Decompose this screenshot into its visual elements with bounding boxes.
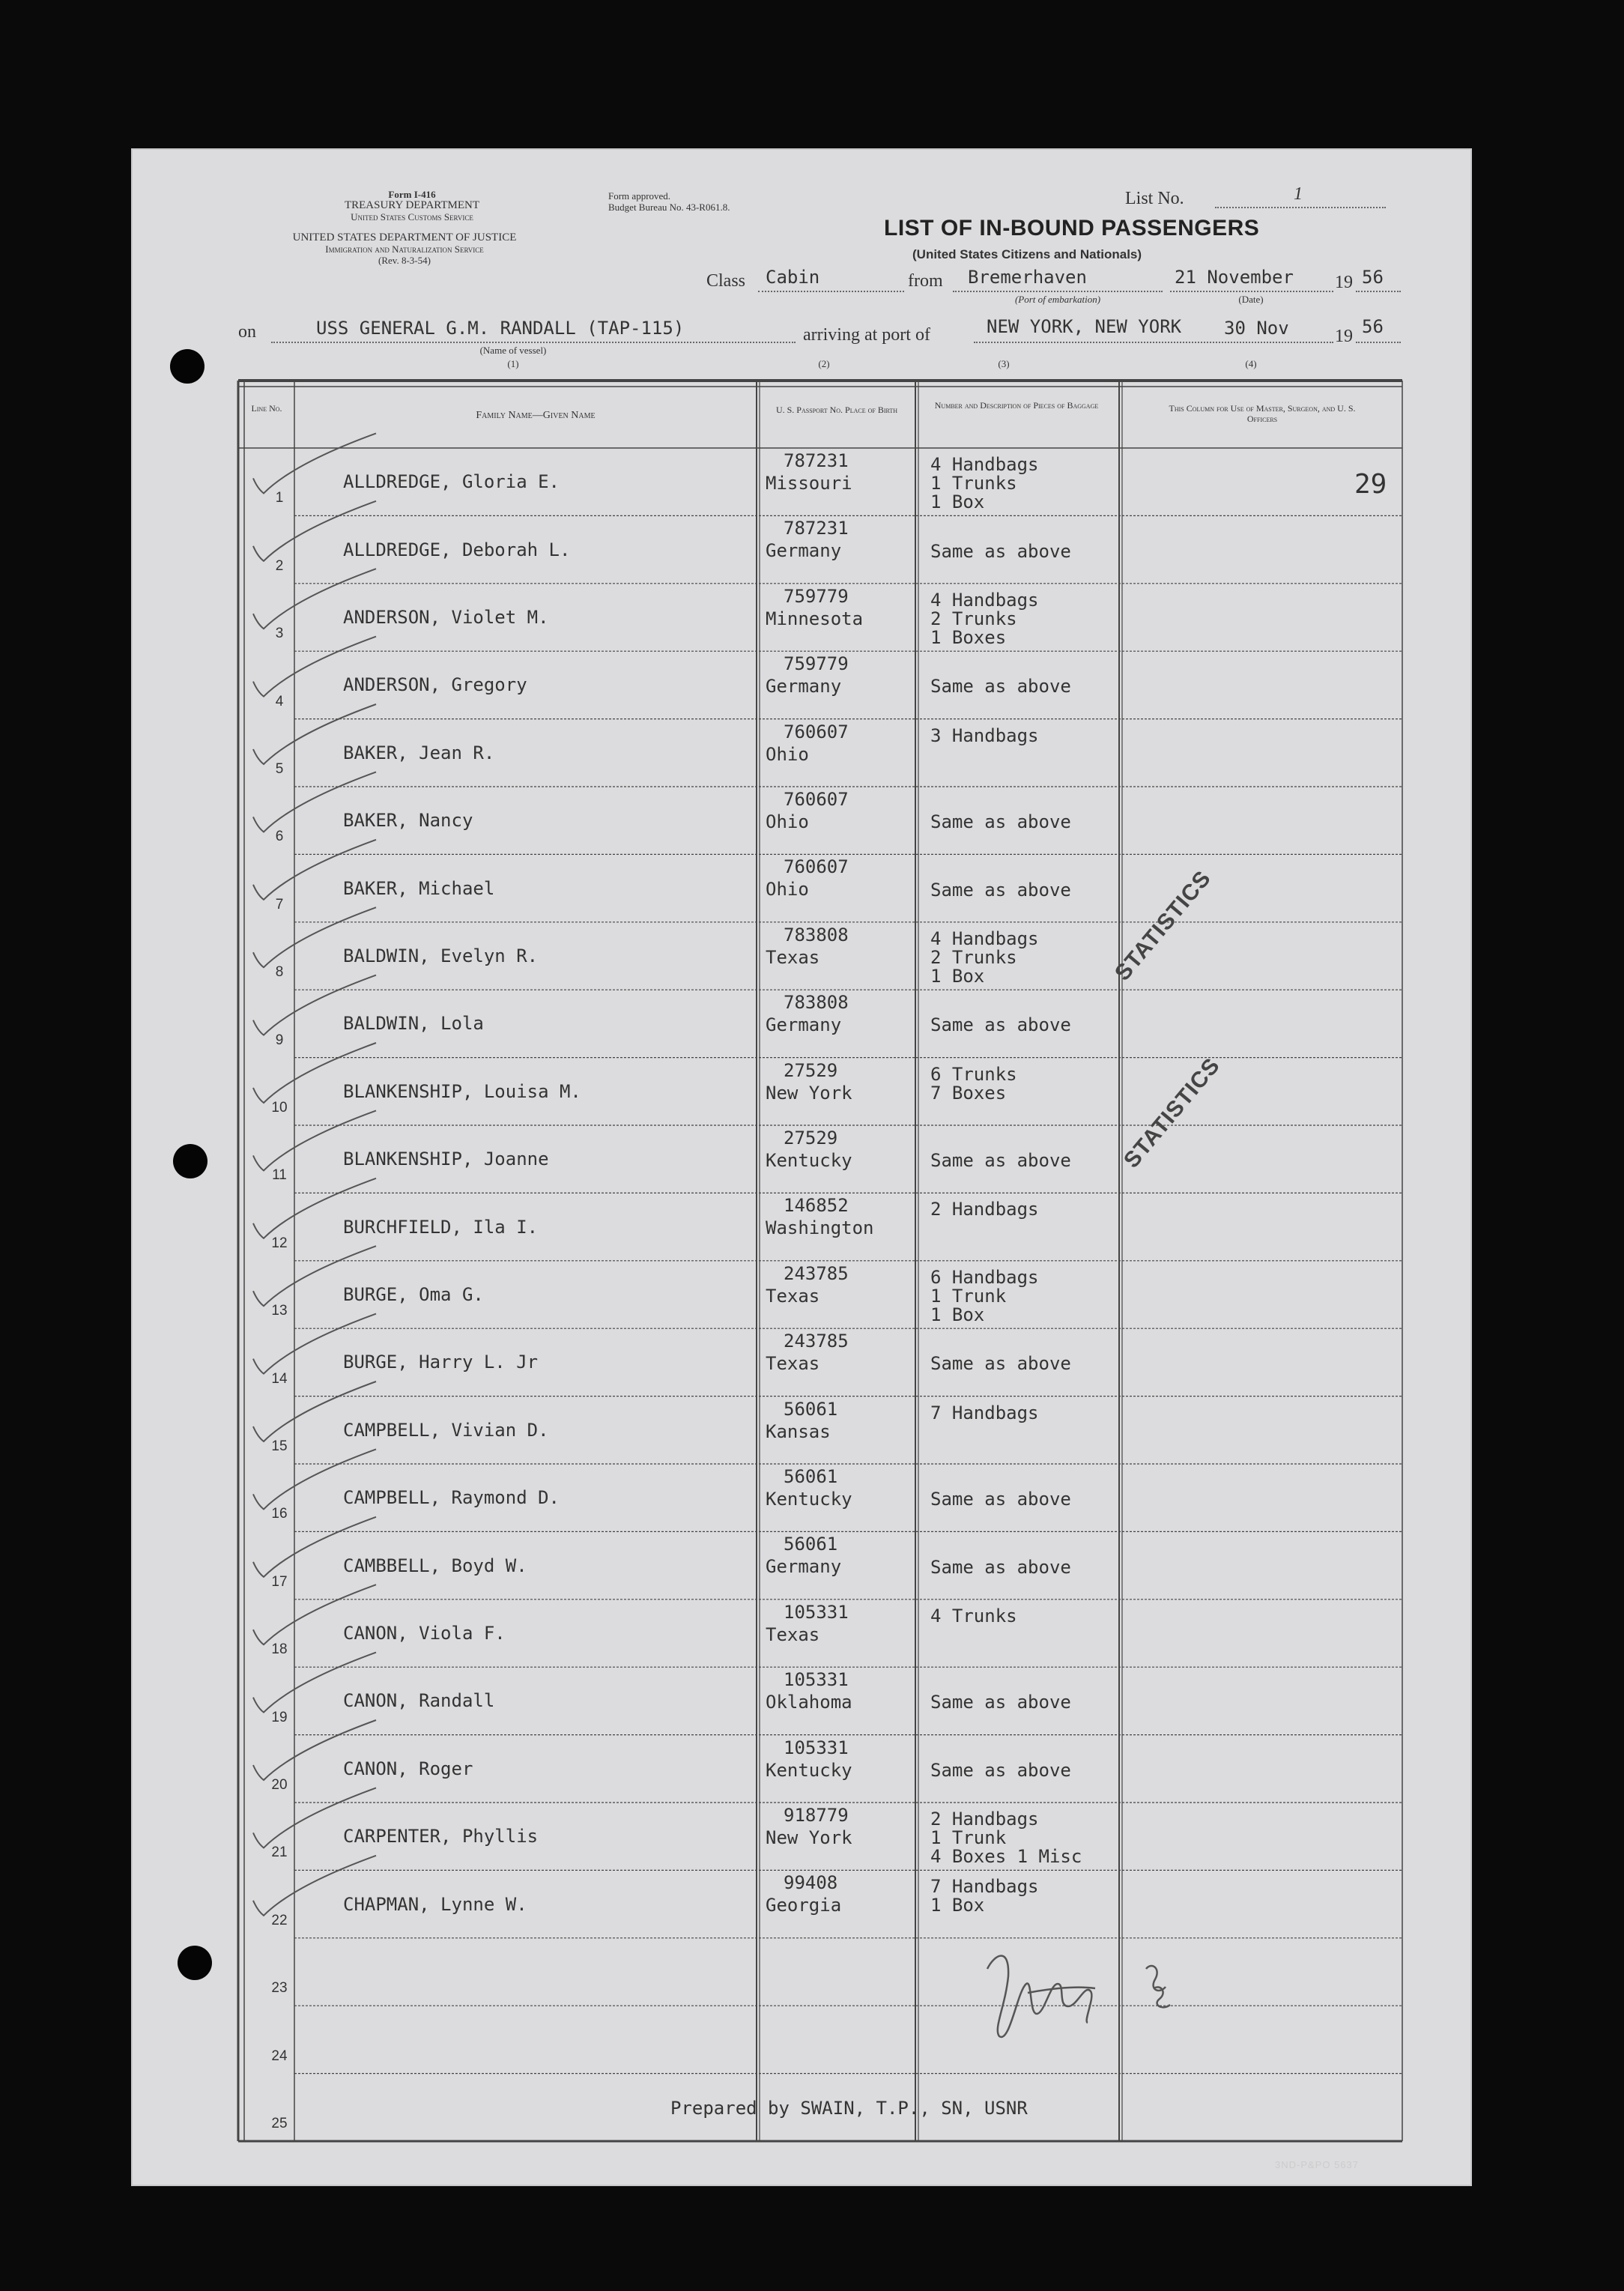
baggage-item: Same as above [930,1489,1071,1510]
baggage-item: 1 Trunk [930,1827,1007,1848]
passport-number: 56061 [784,1398,838,1420]
baggage-item: 3 Handbags [930,724,1039,746]
place-of-birth: Kansas [766,1420,831,1442]
treasury-dept: TREASURY DEPARTMENT [344,199,480,211]
arriving-label: arriving at port of [803,325,930,345]
baggage-item: Same as above [930,1014,1071,1036]
passport-cell [766,1127,852,1172]
passport-number: 243785 [784,1331,849,1352]
passport-number: 760607 [784,856,849,878]
place-of-birth: Texas [766,946,820,968]
line-number: 5 [275,761,284,777]
baggage-item: 1 Box [930,1304,985,1325]
year-prefix-2: 19 [1335,327,1353,346]
line-number: 14 [271,1370,288,1387]
baggage-cell [930,1693,1071,1712]
line-number: 21 [271,1844,288,1861]
passport-cell [766,1194,874,1239]
departure-year: 56 [1362,267,1384,288]
baggage-cell [930,677,1071,696]
baggage-item: Same as above [930,1150,1071,1172]
passport-number: 918779 [784,1805,849,1826]
place-of-birth: Germany [766,1556,842,1578]
passport-number: 783808 [784,924,849,945]
from-label: from [908,271,943,291]
passport-cell [766,1059,852,1104]
arrival-date: 30 Nov [1224,318,1289,339]
passport-cell [766,1533,841,1578]
baggage-item: Same as above [930,811,1071,833]
passenger-name: BLANKENSHIP, Louisa M. [343,1080,581,1102]
embarkation-caption: (Port of embarkation) [1014,294,1101,305]
passenger-name: BLANKENSHIP, Joanne [343,1148,549,1170]
line-number: 8 [275,964,284,981]
year-prefix-1: 19 [1335,273,1353,292]
col4-caption: (4) [1245,358,1257,369]
line-number: 23 [271,1980,288,1997]
place-of-birth: Ohio [766,879,809,901]
passport-cell [766,1804,852,1849]
baggage-item: 1 Box [930,491,985,512]
passport-cell [766,585,863,630]
list-no-value: 1 [1294,184,1303,204]
baggage-item: 4 Boxes 1 Misc [930,1846,1082,1867]
passenger-name: ALLDREDGE, Deborah L. [343,539,571,560]
baggage-item: Same as above [930,1353,1071,1375]
col-header-line: Line No. [251,403,282,414]
baggage-item: Same as above [930,1692,1071,1713]
place-of-birth: Washington [766,1217,874,1239]
passport-number: 105331 [784,1601,849,1623]
line-number: 15 [271,1438,288,1454]
baggage-item: 7 Boxes [930,1082,1007,1104]
passenger-name: BALDWIN, Lola [343,1013,484,1035]
place-of-birth: Minnesota [766,608,864,629]
line-number: 6 [275,829,284,845]
place-of-birth: Missouri [766,473,852,494]
passport-cell [766,991,849,1036]
passenger-name: ANDERSON, Gregory [343,674,527,696]
place-of-birth: New York [766,1827,852,1848]
baggage-item: 4 Trunks [930,1605,1017,1626]
passenger-name: BAKER, Michael [343,877,495,899]
place-of-birth: Kentucky [766,1759,852,1781]
form-number: Form I-416 [388,189,436,200]
baggage-cell [930,1404,1039,1423]
passport-number: 760607 [784,721,849,742]
place-of-birth: Oklahoma [766,1692,852,1713]
passport-number: 56061 [784,1534,838,1555]
baggage-item: 1 Trunks [930,473,1017,494]
date-caption: (Date) [1238,294,1264,305]
passport-cell [766,924,849,969]
baggage-cell [930,1268,1039,1325]
line-number: 10 [271,1100,288,1116]
passenger-name: CARPENTER, Phyllis [343,1826,539,1847]
vessel-caption: (Name of vessel) [479,345,547,356]
baggage-item: Same as above [930,540,1071,562]
baggage-cell [930,1761,1071,1780]
baggage-cell [930,1558,1071,1577]
place-of-birth: Kentucky [766,1150,852,1171]
statistics-stamp-1: STATISTICS [1109,865,1217,986]
baggage-cell [930,1490,1071,1509]
line-number: 22 [271,1912,288,1928]
place-of-birth: Texas [766,1623,820,1645]
line-number: 2 [275,557,284,574]
passenger-name: CANON, Randall [343,1690,495,1712]
place-of-birth: Germany [766,676,842,697]
place-of-birth: Texas [766,1353,820,1375]
line-number: 19 [271,1709,288,1725]
baggage-cell [930,927,1039,987]
baggage-cell [930,1810,1082,1866]
statistics-stamp-2: STATISTICS [1118,1053,1225,1173]
passenger-name: CANON, Roger [343,1758,473,1779]
place-of-birth: Kentucky [766,1489,852,1510]
passenger-name: BAKER, Nancy [343,810,473,832]
document-title: LIST OF IN-BOUND PASSENGERS [884,216,1260,240]
passport-cell [766,788,849,833]
passport-cell [766,517,849,562]
baggage-item: 7 Handbags [930,1402,1039,1423]
line-number: 17 [271,1573,288,1590]
baggage-item: Same as above [930,1556,1071,1578]
on-label: on [238,322,256,342]
passport-cell [766,1871,841,1916]
baggage-item: Same as above [930,1759,1071,1781]
baggage-item: Same as above [930,676,1071,697]
passport-number: 56061 [784,1466,838,1487]
baggage-cell [930,456,1039,512]
place-of-birth: Ohio [766,811,809,832]
passport-number: 243785 [784,1262,849,1284]
col-header-baggage: Number and Description of Pieces of Baggage [934,400,1099,411]
passenger-name: BURGE, Oma G. [343,1284,484,1305]
passport-number: 783808 [784,992,849,1014]
baggage-cell [930,1016,1071,1035]
passport-number: 760607 [784,789,849,810]
place-of-birth: Germany [766,540,842,562]
line-number: 1 [275,490,284,506]
line-number: 3 [275,626,284,642]
customs-service: United States Customs Service [351,211,473,223]
baggage-cell [930,591,1039,647]
line-number: 4 [275,693,284,709]
form-approved: Form approved. [608,190,671,202]
passport-cell [766,1262,849,1307]
passport-number: 105331 [784,1737,849,1758]
passport-cell [766,856,849,901]
col3-caption: (3) [998,358,1010,369]
passenger-name: BURGE, Harry L. Jr [343,1352,539,1373]
embarkation-port: Bremerhaven [968,267,1087,288]
baggage-item: 4 Handbags [930,927,1039,949]
vessel-name: USS GENERAL G.M. RANDALL (TAP-115) [316,318,685,339]
line-number: 20 [271,1777,288,1793]
col1-caption: (1) [507,358,519,369]
immigration-service: Immigration and Naturalization Service [325,243,484,255]
baggage-cell [930,1200,1039,1219]
passport-cell [766,450,852,494]
baggage-cell [930,1877,1039,1915]
baggage-item: 1 Box [930,965,985,987]
baggage-item: 6 Handbags [930,1266,1039,1288]
justice-dept: UNITED STATES DEPARTMENT OF JUSTICE [292,231,517,243]
baggage-item: Same as above [930,879,1071,901]
passport-cell [766,1601,849,1646]
arrival-year: 56 [1362,316,1384,337]
col-header-name: Family Name—Given Name [476,410,596,421]
line-number: 16 [271,1506,288,1522]
place-of-birth: New York [766,1082,852,1104]
col-header-officers: This Column for Use of Master, Surgeon, and U. S. Officers [1169,403,1356,424]
passenger-name: ALLDREDGE, Gloria E. [343,471,560,493]
passenger-name: CAMBBELL, Boyd W. [343,1555,527,1576]
class-label: Class [706,271,746,291]
baggage-cell [930,542,1071,561]
list-no-label: List No. [1125,189,1184,208]
place-of-birth: Germany [766,1014,842,1036]
passport-cell [766,1330,849,1375]
place-of-birth: Ohio [766,743,809,765]
line-number: 11 [272,1167,287,1184]
baggage-item: 1 Trunk [930,1285,1007,1307]
baggage-item: 2 Trunks [930,946,1017,968]
arrival-port: NEW YORK, NEW YORK [987,316,1182,337]
passenger-name: BALDWIN, Evelyn R. [343,945,539,966]
line-number: 9 [275,1032,284,1048]
passport-number: 27529 [784,1059,838,1081]
passport-number: 146852 [784,1195,849,1217]
passport-number: 27529 [784,1128,838,1148]
baggage-cell [930,724,1039,746]
budget-bureau: Budget Bureau No. 43-R061.8. [608,202,730,213]
page-count: 29 [1354,469,1387,500]
line-number: 18 [271,1641,288,1658]
baggage-cell [930,1151,1071,1170]
baggage-cell [930,1065,1017,1103]
passport-cell [766,1737,852,1782]
passport-number: 787231 [784,450,849,471]
baggage-cell [930,1355,1071,1373]
passenger-name: CAMPBELL, Raymond D. [343,1487,560,1509]
baggage-item: 2 Handbags [930,1809,1039,1830]
document-subtitle: (United States Citizens and Nationals) [912,247,1142,261]
place-of-birth: Georgia [766,1895,842,1916]
passport-cell [766,1398,837,1443]
line-number: 7 [275,896,284,913]
passenger-name: CHAPMAN, Lynne W. [343,1893,527,1915]
baggage-item: 4 Handbags [930,589,1039,611]
footer-code: 3ND-P&PO 5637 [1275,2159,1359,2170]
passport-number: 759779 [784,653,849,675]
baggage-item: 2 Handbags [930,1199,1039,1220]
col2-caption: (2) [818,358,830,369]
place-of-birth: Texas [766,1285,820,1307]
passport-number: 105331 [784,1669,849,1691]
passport-cell [766,721,849,766]
col-header-passport: U. S. Passport No. Place of Birth [775,405,898,415]
baggage-item: 1 Boxes [930,626,1007,648]
passport-number: 787231 [784,518,849,539]
baggage-cell [930,1607,1017,1626]
baggage-item: 6 Trunks [930,1063,1017,1085]
form-revision: (Rev. 8-3-54) [378,255,431,266]
baggage-cell [930,881,1071,900]
passport-cell [766,1465,852,1510]
baggage-item: 1 Box [930,1895,985,1916]
prepared-by: Prepared by SWAIN, T.P., SN, USNR [670,2098,1028,2119]
baggage-item: 7 Handbags [930,1876,1039,1898]
passport-cell [766,653,849,697]
passenger-name: BAKER, Jean R. [343,742,495,763]
baggage-item: 2 Trunks [930,608,1017,629]
line-number: 13 [271,1303,288,1319]
passenger-name: ANDERSON, Violet M. [343,607,549,628]
passenger-name: CANON, Viola F. [343,1623,506,1644]
departure-date: 21 November [1175,267,1294,288]
passenger-name: BURCHFIELD, Ila I. [343,1216,539,1238]
line-number: 12 [271,1235,288,1251]
passport-number: 99408 [784,1872,838,1894]
line-number: 25 [271,2116,288,2131]
passenger-name: CAMPBELL, Vivian D. [343,1419,549,1441]
baggage-item: 4 Handbags [930,454,1039,475]
baggage-cell [930,813,1071,832]
passport-number: 759779 [784,585,849,607]
class-value: Cabin [766,267,820,288]
line-number: 24 [271,2048,288,2064]
passport-cell [766,1668,852,1713]
